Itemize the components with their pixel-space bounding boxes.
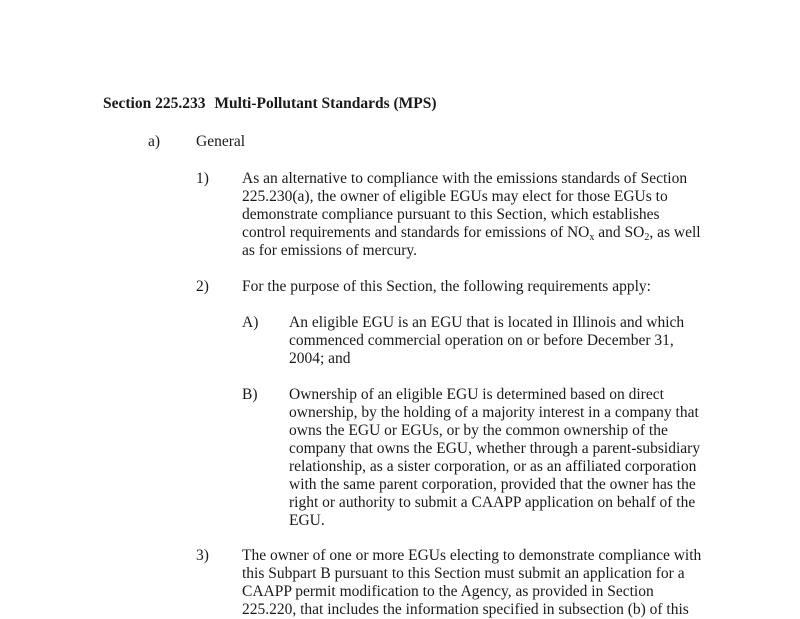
subsection-a-label: a) — [148, 133, 161, 150]
item-A-line: An eligible EGU is an EGU that is located in Illinois and which — [289, 314, 685, 331]
item-B-line: company that owns the EGU, whether through a parent-subsidiary — [289, 440, 701, 457]
section-number: Section 225.233 — [103, 95, 206, 112]
item-B-line: owns the EGU or EGUs, or by the common ownership of the — [289, 422, 668, 439]
item-1-line: As an alternative to compliance with the emissions standards of Section — [242, 170, 688, 187]
item-B-line: ownership, by the holding of a majority interest in a company that — [289, 404, 699, 421]
nox-subscript: x — [589, 232, 595, 243]
item-A-text — [289, 314, 684, 368]
item-B-line: relationship, as a sister corporation, or as an affiliated corporation — [289, 458, 697, 475]
item-1-line: control requirements and standards for emissions of $NO_x$ and $SO_2$, as well — [242, 224, 701, 243]
item-3-line: CAAPP permit modification to the Agency, as provided in Section — [242, 583, 654, 600]
subsection-a-title: General — [196, 133, 246, 150]
item-2-text: For the purpose of this Section, the following requirements apply: — [242, 278, 651, 295]
item-B-line: right or authority to submit a CAAPP application on behalf of the — [289, 494, 696, 511]
item-2-label: 2) — [196, 278, 209, 295]
item-3-text — [242, 547, 701, 619]
item-3-line: this Subpart B pursuant to this Section must submit an application for a — [242, 565, 685, 582]
item-3-line: The owner of one or more EGUs electing to demonstrate compliance with — [242, 547, 702, 564]
item-A-line: commenced commercial operation on or before December 31, — [289, 332, 674, 349]
item-1-text — [242, 170, 701, 260]
item-1-label: 1) — [196, 170, 209, 187]
item-A-line: 2004; and — [289, 350, 351, 367]
item-3-line: 225.220, that includes the information specified in subsection (b) of this — [242, 601, 689, 618]
item-B-line: Ownership of an eligible EGU is determined based on direct — [289, 386, 664, 403]
item-B-text — [289, 386, 700, 530]
item-3-label: 3) — [196, 547, 209, 564]
section-title: Multi-Pollutant Standards (MPS) — [214, 95, 437, 112]
section-heading — [103, 95, 437, 113]
item-B-line: with the same parent corporation, provided that the owner has the — [289, 476, 696, 493]
item-A-label: A) — [242, 314, 259, 331]
item-1-line: demonstrate compliance pursuant to this Section, which establishes — [242, 206, 660, 223]
so2-subscript: 2 — [644, 232, 650, 243]
item-B-line: EGU. — [289, 512, 325, 529]
item-1-line: as for emissions of mercury. — [242, 242, 418, 259]
item-1-line: 225.230(a), the owner of eligible EGUs may elect for those EGUs to — [242, 188, 668, 205]
item-B-label: B) — [242, 386, 258, 403]
